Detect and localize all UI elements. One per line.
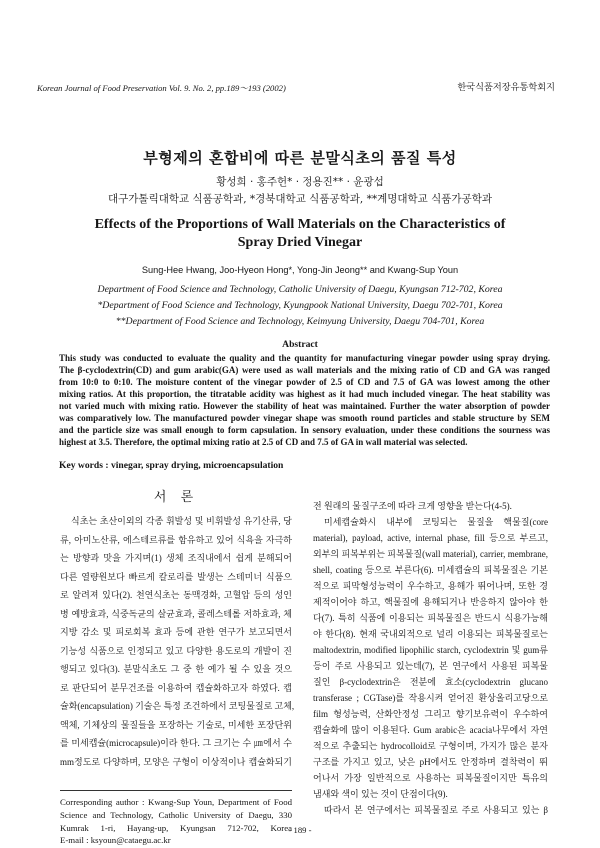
english-title-line: Effects of the Proportions of Wall Materials on the Characteristics of	[94, 217, 506, 232]
body-text-line: 액체, 기체상의 물질들을 포장하는 기술로, 미세한 포장단위	[60, 719, 292, 730]
body-text-line: material), payload, active, internal phase, fill 등으로 부르고,	[313, 533, 548, 543]
page-number: - 189 -	[288, 825, 312, 835]
corresponding-author-footnote	[60, 796, 292, 847]
footnote-line: Science and Technology, Catholic University of Daegu, 330	[60, 809, 292, 820]
body-text-line: 류, 아미노산류, 에스테르류를 함유하고 있어 식욕을 자극하	[60, 534, 292, 545]
body-text-line: 다른 열량원보다 빠르게 칼로리를 발생는 스테미너 식품으	[60, 571, 292, 582]
body-text-line: 식초는 초산이외의 각종 휘발성 및 비휘발성 유기산류, 당	[71, 516, 292, 526]
abstract-line: from 10:0 to 0:10. The moisture content of the vinegar powder of 2.5 of CD and 7.5 of GA was lowest among the other	[59, 377, 550, 387]
body-text-line: 행되고 있다(3). 분말식초도 그 중 한 예가 될 수 있을 것으	[60, 664, 292, 674]
abstract-body	[59, 352, 550, 448]
english-authors: Sung-Hee Hwang, Joo-Hyeon Hong*, Yong-Jin Jeong** and Kwang-Sup Youn	[141, 265, 459, 275]
body-text-line: 외부의 피복부위는 피복물질(wall material), carrier, membrane,	[313, 549, 548, 559]
body-text-line: 구조를 가지고 있고, 낮은 pH에서도 안정하며 결착력이 뛰	[313, 757, 548, 767]
affiliation-line: Department of Food Science and Technology, Catholic University of Daegu, Kyungsan 712-702, Korea	[97, 284, 503, 295]
body-text-line: 전 원래의 물질구조에 따라 크게 영향을 받는다(4-5).	[313, 501, 512, 511]
body-text-line: 슐화(encapsulation) 기술은 특정 조건하에서 코팅물질로 고체,	[60, 701, 295, 711]
body-text-line: 로 판단되어 분무건조를 이용하여 캡슐화하고자 하였다. 캡	[60, 682, 292, 693]
left-column	[60, 512, 295, 771]
footnote-line: Kumrak 1-ri, Hayang-up, Kyungsan 712-702, Korea	[60, 822, 292, 833]
body-text-line: 로 알려져 있다(2). 천연식초는 동맥경화, 고혈압 등의 성인	[60, 590, 292, 600]
body-text-line: 병 예방효과, 식중독균의 살균효과, 콜레스테롤 저하효과, 체	[60, 608, 292, 619]
body-text-line: 적으로 추출되는 hydrocolloid로 구형이며, 가지가 많은 분자	[313, 741, 548, 751]
abstract-line: mixing ratios. At this proportion, the titratable acidity was highest as it had much included vinegar. The heat stability was	[59, 389, 550, 399]
abstract-line: The β-cyclodextrin(CD) and gum arabic(GA) were used as wall materials and the mixing ratio of CD and GA was ranged	[59, 365, 550, 375]
body-text-line: mm정도로 다양하며, 모양은 구형이 이상적이나 캡슐화되기	[60, 756, 292, 767]
body-text-line: film 형성능력, 산화안정성 그리고 향기보유력이 우수하여	[313, 709, 548, 719]
body-text-line: maltodextrin, modified lipophilic starch, cyclodextrin 및 gum류	[313, 645, 548, 655]
abstract-line: This study was conducted to evaluate the quality and the quantity for manufacturing vinegar powder using spray drying.	[59, 353, 550, 363]
body-text-line: 적으로 피막형성능력이 우수하고, 용해가 뛰어나며, 또한 경	[313, 581, 548, 591]
footnote-line: E-mail : ksyoun@cataegu.ac.kr	[60, 835, 171, 846]
body-text-line: 질인 β-cyclodextrin은 전분에 효소(cyclodextrin glucano	[313, 677, 548, 687]
body-text-line: 따라서 본 연구에서는 피복물질로 주로 사용되고 있는 β	[324, 805, 548, 815]
body-text-line: 제적이어야 하고, 핵물질에 용해되거나 반응하지 않아야 한	[313, 597, 548, 607]
english-title	[0, 216, 600, 252]
abstract-line: and the particle size was small enough to form capsulation. In sensory evaluation, under these conditions the sourness was	[59, 425, 550, 435]
body-text-line: 를 미세캡슐(microcapsule)이라 한다. 그 크기는 수 ㎛에서 수	[60, 738, 292, 748]
body-text-line: 는 방향과 맛을 가지며(1) 생체 조직내에서 쉽게 분해되어	[60, 553, 292, 563]
society-name: 한국식품저장유통학회지	[457, 82, 555, 93]
abstract-line: was comparatively low. The manufactured powder vinegar shape was smooth round particles and stable structure by SEM	[59, 413, 550, 423]
keywords: Key words : vinegar, spray drying, microencapsulation	[59, 460, 284, 471]
affiliation-line: *Department of Food Science and Technology, Kyungpook National University, Daegu 702-701, Korea	[97, 300, 503, 311]
journal-citation: Korean Journal of Food Preservation Vol. 9. No. 2, pp.189～193 (2002)	[37, 83, 286, 93]
body-text-line: 기능성 식품으로 인정되고 있고 다양한 용도로의 개발이 진	[60, 645, 292, 656]
korean-authors: 황성희 · 홍주헌* · 정용진** · 윤광섭	[216, 176, 384, 188]
body-text-line: 미세캡슐화시 내부에 코팅되는 물질을 핵물질(core	[324, 517, 548, 527]
body-text-line: 어나서 가장 일반적으로 사용하는 피복물질이지만 특유의	[313, 773, 548, 783]
right-column	[313, 498, 548, 818]
body-text-line: transferase ; CGTase)를 작용시켜 얻어진 환상올리고당으로	[313, 693, 548, 703]
abstract-heading: Abstract	[282, 339, 318, 350]
body-text-line: shell, coating 등으로 부른다(6). 미세캡슐의 피복물질은 기본	[313, 565, 548, 575]
abstract-line: highest at 3.5. Therefore, the optimal mixing ratio at 2.5 of CD and 7.5 of GA in wall material was selected.	[59, 437, 468, 447]
footnote-line: Corresponding author : Kwang-Sup Youn, Department of Food	[60, 797, 292, 807]
body-text-line: 다(7). 특히 식품에 이용되는 피복물질은 반드시 식용가능해	[313, 613, 548, 623]
english-affiliations	[0, 282, 600, 330]
section-heading-introduction: 서 론	[153, 490, 199, 505]
body-text-line: 야 한다(8). 현재 국내외적으로 널리 이용되는 피복물질로는	[313, 629, 548, 639]
english-title-line: Spray Dried Vinegar	[237, 235, 363, 250]
korean-title: 부형제의 혼합비에 따른 분말식초의 품질 특성	[143, 149, 457, 167]
body-text-line: 지방 감소 및 피로회복 효과 등에 관한 연구가 보고되면서	[60, 627, 292, 637]
affiliation-line: **Department of Food Science and Technology, Keimyung University, Daegu 704-701, Korea	[115, 316, 485, 327]
korean-affiliations: 대구가톨릭대학교 식품공학과, *경북대학교 식품공학과, **계명대학교 식품가공학과	[108, 193, 492, 205]
footnote-rule	[60, 790, 292, 791]
body-text-line: 등이 주로 사용되고 있는데(7), 본 연구에서 사용된 피복물	[313, 661, 548, 671]
abstract-line: not varied much with mixing ratio. However the stability of heat was maintained. Further the water absorption of powder	[59, 401, 550, 411]
body-text-line: 냄새와 색이 있는 것이 단점이다(9).	[313, 789, 448, 799]
body-text-line: 캡슐화에 많이 이용된다. Gum arabic은 acacia나무에서 자연	[313, 725, 548, 735]
